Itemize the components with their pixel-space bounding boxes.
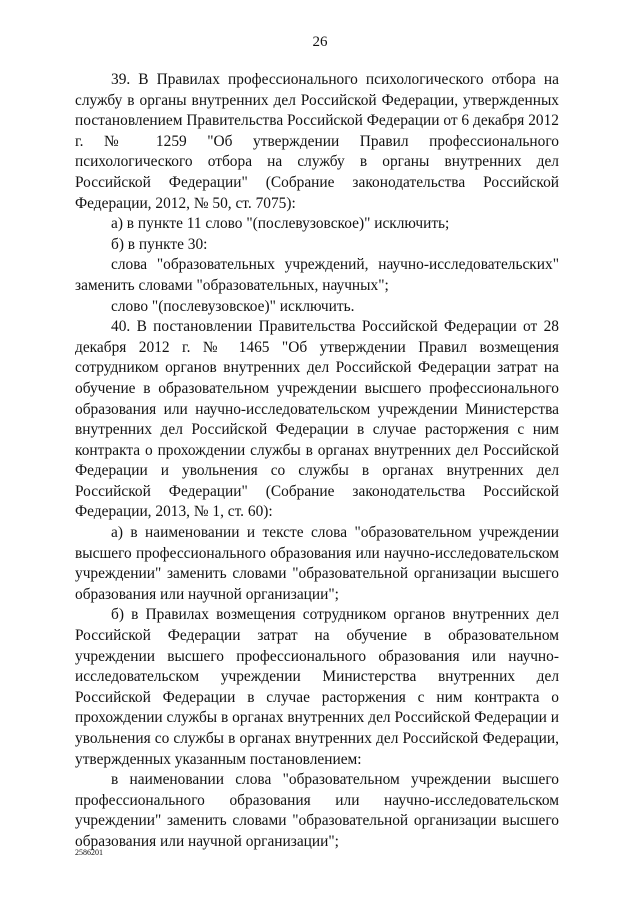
subitem-39-b-words: слова "образовательных учреждений, научно-исследовательских" заменить словами "образовательных, научных"; (75, 256, 559, 294)
paragraph-40: 40. В постановлении Правительства Российской Федерации от 28 декабря 2012 г. № 1465 "Об утверждении Правил возмещения сотрудником органов внутренних дел Российской Федерации затрат на обучение в образовательном учреждении высшего профессионального образования или научно-исследовательском учреждении Министерства внутренних дел Российской Федерации в случае расторжения с ним контракта о прохождении службы в органах внутренних дел Российской Федерации и увольнения со службы в органах внутренних дел Российской Федерации" (Собрание законодательства Российской Федерации, 2013, № 1, ст. 60): (75, 318, 559, 521)
document-body (75, 70, 559, 853)
page-number: 26 (312, 34, 328, 50)
subitem-40-b-title: в наименовании слова "образовательном учреждении высшего профессионального образования или научно-исследовательском учреждении" заменить словами "образовательной организации высшего образования или научной организации"; (75, 771, 559, 850)
subitem-39-a: а) в пункте 11 слово "(послевузовское)" исключить; (111, 215, 450, 233)
subitem-39-b: б) в пункте 30: (111, 235, 208, 253)
subitem-39-b-word: слово "(послевузовское)" исключить. (111, 297, 355, 315)
subitem-40-b: б) в Правилах возмещения сотрудником органов внутренних дел Российской Федерации затрат на обучение в образовательном учреждении высшего профессионального образования или научно-исследовательском учреждении Министерства внутренних дел Российской Федерации в случае расторжения с ним контракта о прохождении службы в органах внутренних дел Российской Федерации и увольнения со службы в органах внутренних дел Российской Федерации, утвержденных указанным постановлением: (75, 606, 559, 768)
document-id: 2586201 (75, 848, 103, 857)
subitem-40-a: а) в наименовании и тексте слова "образовательном учреждении высшего профессионального образования или научно-исследовательском учреждении" заменить словами "образовательной организации высшего образования или научной организации"; (75, 524, 559, 603)
paragraph-39: 39. В Правилах профессионального психологического отбора на службу в органы внутренних дел Российской Федерации, утвержденных постановлением Правительства Российской Федерации от 6 декабря 2012 г. № 1259 "Об утверждении Правил профессионального психологического отбора на службу в органы внутренних дел Российской Федерации" (Собрание законодательства Российской Федерации, 2012, № 50, ст. 7075): (75, 71, 559, 212)
